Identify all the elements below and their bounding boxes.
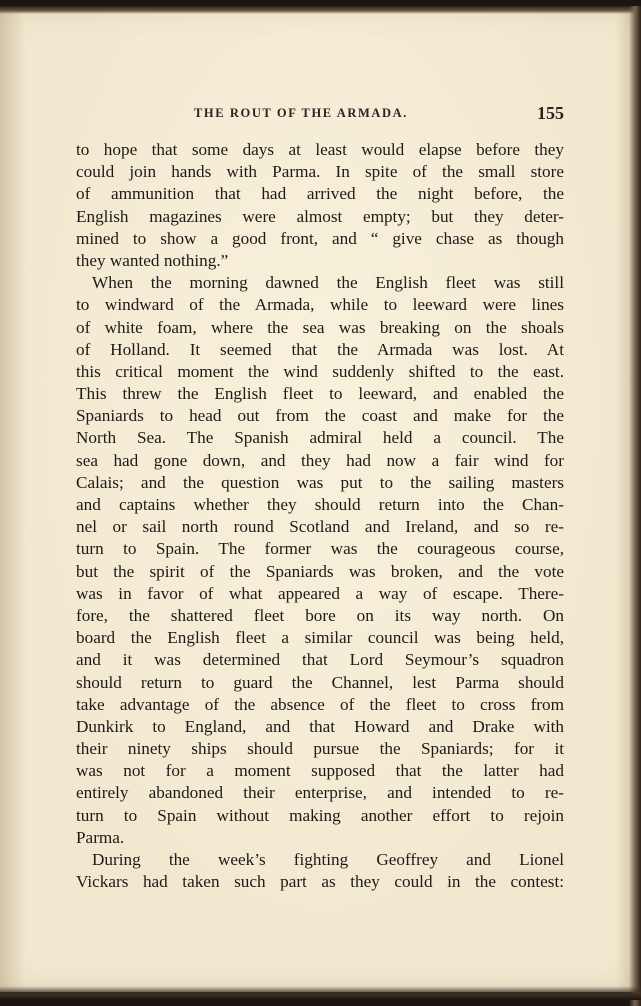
text-line: nel or sail north round Scotland and Ireland, and so re-: [76, 516, 564, 538]
text-line: North Sea. The Spanish admiral held a council. The: [76, 427, 564, 449]
text-line: but the spirit of the Spaniards was broken, and the vote: [76, 561, 564, 583]
book-page: [0, 6, 641, 992]
text-line: This threw the English fleet to leeward, and enabled the: [76, 383, 564, 405]
text-line: take advantage of the absence of the fleet to cross from: [76, 694, 564, 716]
text-line: When the morning dawned the English fleet was still: [76, 272, 564, 294]
text-line: turn to Spain without making another effort to rejoin: [76, 805, 564, 827]
page-bottom-edge: [0, 986, 641, 1000]
text-line: Calais; and the question was put to the sailing masters: [76, 472, 564, 494]
text-line: should return to guard the Channel, lest Parma should: [76, 672, 564, 694]
text-line: could join hands with Parma. In spite of the small store: [76, 161, 564, 183]
page-top-edge: [0, 6, 641, 14]
text-line: their ninety ships should pursue the Spaniards; for it: [76, 738, 564, 760]
page-number: 155: [537, 103, 564, 124]
text-line: this critical moment the wind suddenly shifted to the east.: [76, 361, 564, 383]
text-line: board the English fleet a similar council was being held,: [76, 627, 564, 649]
text-line: to windward of the Armada, while to leeward were lines: [76, 294, 564, 316]
page-right-edge: [629, 6, 641, 1006]
text-line: During the week’s fighting Geoffrey and Lionel: [76, 849, 564, 871]
text-line: English magazines were almost empty; but they deter-: [76, 206, 564, 228]
page-header: [76, 103, 566, 127]
text-line: of Holland. It seemed that the Armada was lost. At: [76, 339, 564, 361]
text-line: fore, the shattered fleet bore on its way north. On: [76, 605, 564, 627]
text-line: and captains whether they should return into the Chan-: [76, 494, 564, 516]
text-line: and it was determined that Lord Seymour’s squadron: [76, 649, 564, 671]
text-line: turn to Spain. The former was the courageous course,: [76, 538, 564, 560]
text-line: was in favor of what appeared a way of escape. There-: [76, 583, 564, 605]
text-line: Dunkirk to England, and that Howard and Drake with: [76, 716, 564, 738]
body-text: [76, 139, 564, 893]
text-line: they wanted nothing.”: [76, 250, 564, 272]
text-line: Parma.: [76, 827, 564, 849]
text-line: Vickars had taken such part as they could in the contest:: [76, 871, 564, 893]
text-line: sea had gone down, and they had now a fair wind for: [76, 450, 564, 472]
text-line: to hope that some days at least would elapse before they: [76, 139, 564, 161]
text-line: mined to show a good front, and “ give chase as though: [76, 228, 564, 250]
running-title: THE ROUT OF THE ARMADA.: [194, 106, 408, 121]
text-line: Spaniards to head out from the coast and make for the: [76, 405, 564, 427]
text-line: entirely abandoned their enterprise, and intended to re-: [76, 782, 564, 804]
text-line: was not for a moment supposed that the latter had: [76, 760, 564, 782]
text-line: of white foam, where the sea was breaking on the shoals: [76, 317, 564, 339]
text-line: of ammunition that had arrived the night before, the: [76, 183, 564, 205]
